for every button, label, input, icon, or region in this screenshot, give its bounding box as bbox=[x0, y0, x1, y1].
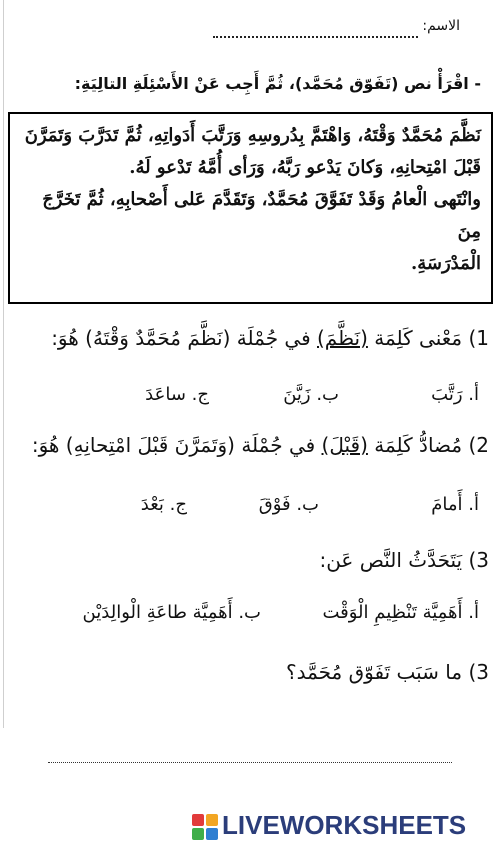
question-1-pre: 1) مَعْنى كَلِمَة bbox=[367, 326, 489, 350]
instruction-text: - اقْرَأْ نص (تَفَوّق مُحَمَّد)، ثُمَّ أَجِب عَنْ الأَسْئِلَةِ التالِيَةِ: bbox=[74, 74, 481, 93]
passage-line-4: الْمَدْرَسَةِ. bbox=[410, 253, 481, 274]
question-1 bbox=[51, 326, 489, 350]
question-1-options bbox=[0, 384, 499, 414]
liveworksheets-icon bbox=[192, 814, 218, 840]
question-2-option-c[interactable]: ج. بَعْدَ bbox=[140, 494, 187, 515]
question-1-word: (نَظَّمَ) bbox=[317, 326, 368, 350]
passage-box bbox=[8, 112, 493, 304]
name-label: الاسم: bbox=[422, 18, 460, 34]
question-2-options bbox=[0, 494, 499, 524]
liveworksheets-wordmark: LIVEWORKSHEETS bbox=[222, 810, 467, 840]
logo-square-blue bbox=[206, 828, 218, 840]
question-2-option-b[interactable]: ب. فَوْقَ bbox=[258, 494, 319, 515]
answer-dotted-line[interactable] bbox=[48, 762, 452, 763]
question-3-option-a[interactable]: أ. أَهَمِيَّة تَنْظِيمِ الْوَقْت bbox=[322, 602, 479, 623]
question-2-option-a[interactable]: أ. أَمامَ bbox=[431, 494, 479, 515]
passage-line-3: وانْتَهى الْعامُ وَقَدْ تَفَوَّقَ مُحَمَّدٌ، وَتَقَدَّمَ عَلى أَصْحابِهِ، ثُمَّ تَخَرَّجَ مِنَ bbox=[42, 189, 481, 242]
question-2-pre: 2) مُضادُّ كَلِمَة bbox=[367, 433, 489, 457]
question-3-option-b[interactable]: ب. أَهَمِيَّة طاعَةِ الْوالِدَيْن bbox=[82, 602, 261, 623]
question-2 bbox=[32, 433, 489, 457]
logo-square-red bbox=[192, 814, 204, 826]
question-3-options bbox=[0, 602, 499, 632]
liveworksheets-logo bbox=[192, 810, 492, 842]
question-2-post: في جُمْلَة (وَتَمَرَّنَ قَبْلَ امْتِحانِهِ) هُوَ: bbox=[31, 433, 322, 457]
passage-line-2: قَبْلَ امْتِحانِهِ، وَكانَ يَدْعو رَبَّهُ، وَرَأى أُمَّهُ تَدْعو لَهُ. bbox=[129, 157, 481, 178]
passage-line-1: نَظَّمَ مُحَمَّدٌ وَقْتَهُ، وَاهْتَمَّ بِدُروسِهِ وَرَتَّبَ أَدَواتِهِ، ثُمَّ تَدَرَّبَ وَتَمَرَّنَ bbox=[24, 125, 481, 146]
name-row bbox=[120, 18, 460, 42]
name-input-line[interactable] bbox=[213, 22, 418, 38]
question-1-option-a[interactable]: أ. رَتَّبَ bbox=[431, 384, 479, 405]
logo-square-green bbox=[192, 828, 204, 840]
question-1-option-b[interactable]: ب. زَيَّنَ bbox=[283, 384, 339, 405]
question-1-option-c[interactable]: ج. ساعَدَ bbox=[145, 384, 209, 405]
question-1-post: في جُمْلَة (نَظَّمَ مُحَمَّدٌ وَقْتَهُ) هُوَ: bbox=[51, 326, 317, 350]
question-2-word: (قَبْلَ) bbox=[321, 433, 368, 457]
question-3: 3) يَتَحَدَّثُ النَّص عَن: bbox=[319, 548, 489, 572]
logo-square-orange bbox=[206, 814, 218, 826]
question-4: 3) ما سَبَب تَفَوّق مُحَمَّد؟ bbox=[285, 660, 489, 684]
